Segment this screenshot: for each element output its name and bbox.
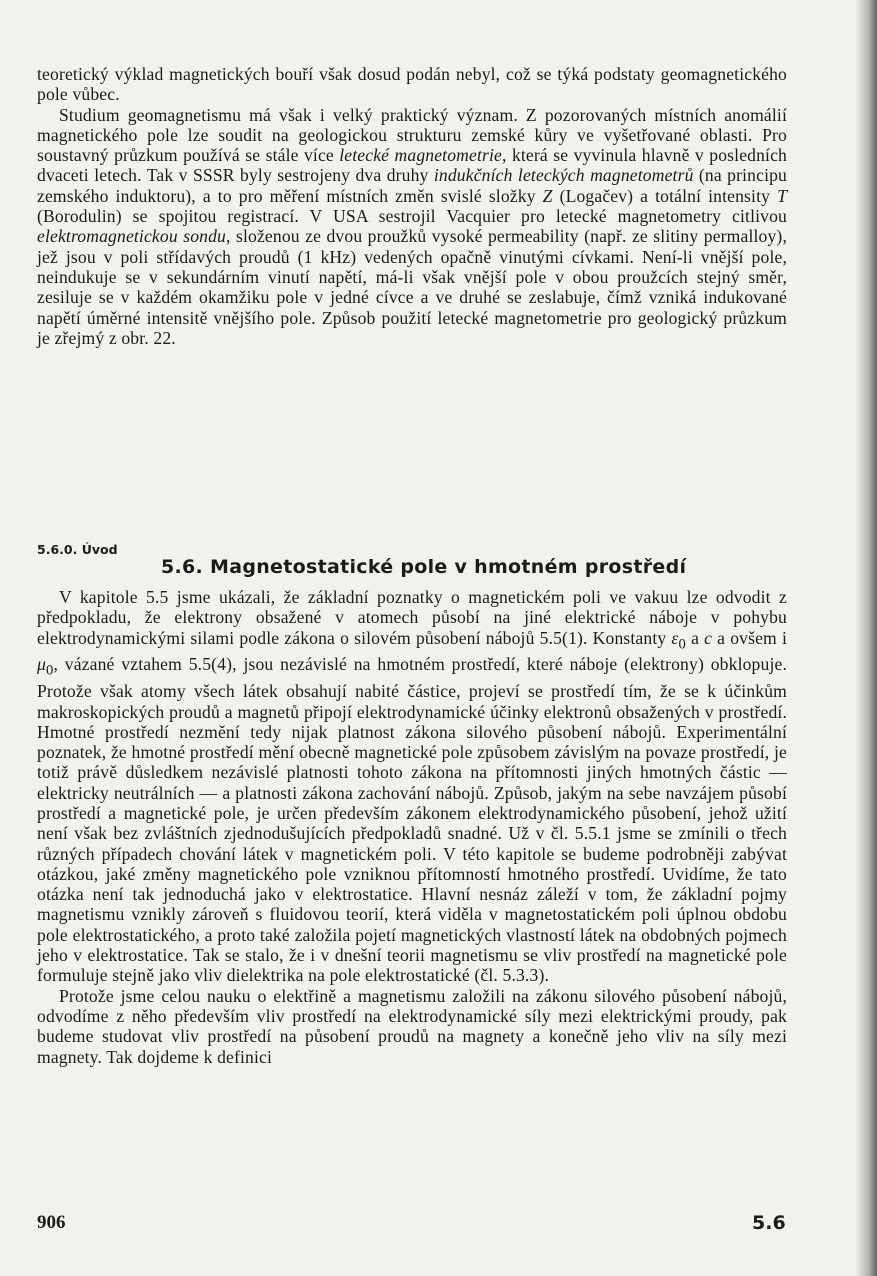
body-paragraph-2: Protože jsme celou nauku o elektřině a magnetismu založili na zákonu silového působení nábojů, odvodíme z něho především vliv prostředí na elektrodynamické síly mezi elektrickými proudy, pak budeme studovat vliv prostředí na působení proudů na magnety a konečně jeho vliv na síly mezi magnety. Tak dojdeme k definici [37,985,787,1067]
symbol-epsilon: ε [671,627,679,648]
term-letecke-magnetometrie: letecké magnetometrie [339,145,502,166]
variable-t: T [777,185,787,206]
intro-paragraph-2: Studium geomagnetismu má však i velký praktický význam. Z pozorovaných místních anomálií magnetického pole lze soudit na geologickou strukturu zemské kůry ve vyšetřované oblasti. Pro soustavný průzkum používá se stále více letecké magnetometrie, která se vyvinula hlavně v posledních dvaceti letech. Tak v SSSR byly sestrojeny dva druhy indukčních leteckých magnetometrů (na principu zemského induktoru), a to pro měření místních změn svislé složky Z (Logačev) a totální intensity T (Borodulin) se spojitou registrací. V USA sestrojil Vacquier pro letecké magnetometry citlivou elektromagnetickou sondu, složenou ze dvou proužků vysoké permeability (např. ze slitiny permalloy), jež jsou v poli střídavých proudů (1 kHz) vedených opačně vinutými cívkami. Není-li vnější pole, neindukuje se v sekundárním vinutí napětí, má-li však vnější pole v obou proužcích stejný směr, zesiluje se v každém okamžiku pole v jedné cívce a ve druhé se zeslabuje, čímž vzniká indukované napětí úměrné intensitě vnějšího pole. Způsob použití letecké magnetometrie pro geologický průzkum je zřejmý z obr. 22. [37,104,787,348]
variable-z: Z [542,185,553,206]
term-indukcni-magnetometry: indukčních leteckých magnetometrů [433,165,694,186]
symbol-c: c [704,627,713,648]
page-edge-shadow [855,0,877,1276]
symbol-mu-subscript: 0 [45,662,54,679]
body-paragraph-1: V kapitole 5.5 jsme ukázali, že základní poznatky o magnetickém poli ve vakuu lze odvodit z předpokladu, že elektrony obsažené v atomech působí na jiné elektrické náboje v pohybu elektrodynamickými silami podle zákona o silovém působení nábojů 5.5(1). Konstanty $\varepsilon_0$ a c a ovšem i $\mu_0$, vázané vztahem 5.5(4), jsou nezávislé na hmotném prostředí, které náboje (elektrony) obklopuje. Protože však atomy všech látek obsahují nabité částice, projeví se prostředí tím, že se k účinkům makroskopických proudů a magnetů připojí elektrodynamické účinky elektronů obsažených v prostředí. Hmotné prostředí nezmění tedy nijak platnost zákona silového působení nábojů. Experimentální poznatek, že hmotné prostředí mění obecně magnetické pole způsobem závislým na povaze prostředí, je totiž právě důsledkem nezávislé platnosti tohoto zákona na přítomnosti jiných hmotných částic — elektricky neutrálních — a platnosti zákona zachování nábojů. Způsob, jakým na sebe navzájem působí prostředí a magnetické pole, je určen především zákonem elektrodynamického působení, jehož užití není však bez zvláštních zjednodušujících předpokladů snadné. Už v čl. 5.5.1 jsme se zmínili o třech různých případech chování látek v magnetickém poli. V této kapitole se budeme podrobněji zabývat otázkou, jaké změny magnetického pole vzniknou přítomností hmotného prostředí. Uvidíme, že tato otázka není tak jednoduchá jako v elektrostatice. Hlavní nesnáz záleží v tom, že základní pojmy magnetismu vznikly zároveň s fluidovou teorií, která viděla v magnetostatickém poli úplnou obdobu pole elektrostatického, a proto také založila pojetí magnetických vlastností látek na obdobných pojmech jeho v elektrostatice. Tak se stalo, že i v dnešní teorii magnetismu se vliv prostředí na magnetické pole formuluje stejně jako vliv dielektrika na pole elektrostatické (čl. 5.3.3). [37,587,787,986]
intro-paragraph-1: teoretický výklad magnetických bouří však dosud podán nebyl, což se týká podstaty geomagnetického pole vůbec. [37,64,787,105]
term-elektromagneticka-sonda: elektromagnetickou sondu [37,226,226,247]
body-text [37,587,787,1067]
page-number: 906 [37,1212,66,1233]
symbol-epsilon-subscript: 0 [678,636,686,653]
footer-section-ref: 5.6 [752,1212,786,1234]
section-title: 5.6. Magnetostatické pole v hmotném prostředí [161,556,687,578]
symbol-mu: μ [37,654,46,675]
page-content [37,64,787,1067]
subsection-title: 5.6.0. Úvod [37,542,118,557]
